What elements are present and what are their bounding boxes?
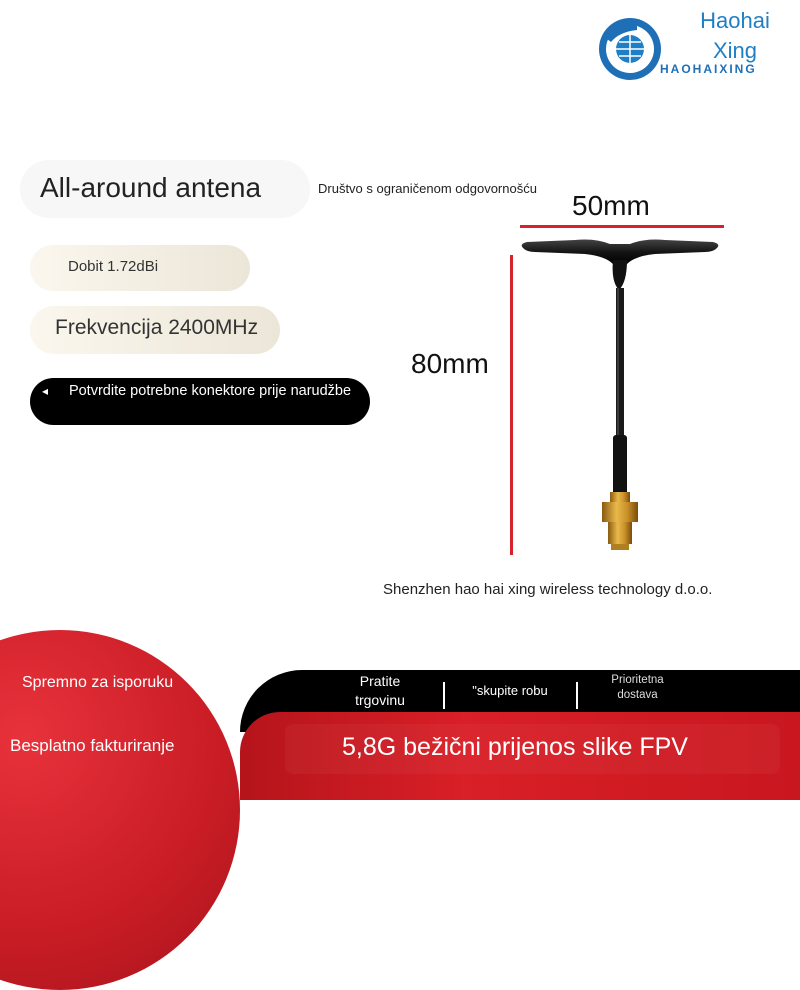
brand-subtitle: HAOHAIXING	[660, 62, 757, 76]
product-title: All-around antena	[40, 172, 262, 203]
free-invoice-label: Besplatno fakturiranje	[10, 736, 175, 755]
ready-to-ship-label: Spremno za isporuku	[22, 674, 174, 691]
antenna-image	[515, 230, 725, 560]
connector-notice-text: Potvrdite potrebne konektore prije narudžbe	[68, 383, 352, 399]
follow-store-link[interactable]: Pratite trgovinu	[355, 673, 405, 708]
height-line	[510, 255, 513, 555]
priority-shipping-label: Prioritetna dostava	[611, 674, 664, 701]
collect-items-link[interactable]: "skupite robu	[472, 683, 548, 698]
frequency-label: Frekvencija 2400MHz	[55, 316, 259, 339]
brand-name: Haohai Xing	[700, 8, 770, 63]
height-dimension: 80mm	[411, 348, 489, 379]
notice-bullet-icon: ◂	[42, 384, 49, 398]
divider	[576, 682, 578, 709]
company-type: Društvo s ograničenom odgovornošću	[318, 181, 537, 196]
manufacturer-name: Shenzhen hao hai xing wireless technology d.o.o.	[383, 581, 713, 598]
brand-logo-icon	[597, 16, 663, 82]
width-line	[520, 225, 724, 228]
gain-label: Dobit 1.72dBi	[68, 258, 159, 275]
width-dimension: 50mm	[572, 190, 650, 221]
divider	[443, 682, 445, 709]
headline-text: 5,8G bežični prijenos slike FPV	[342, 733, 688, 761]
